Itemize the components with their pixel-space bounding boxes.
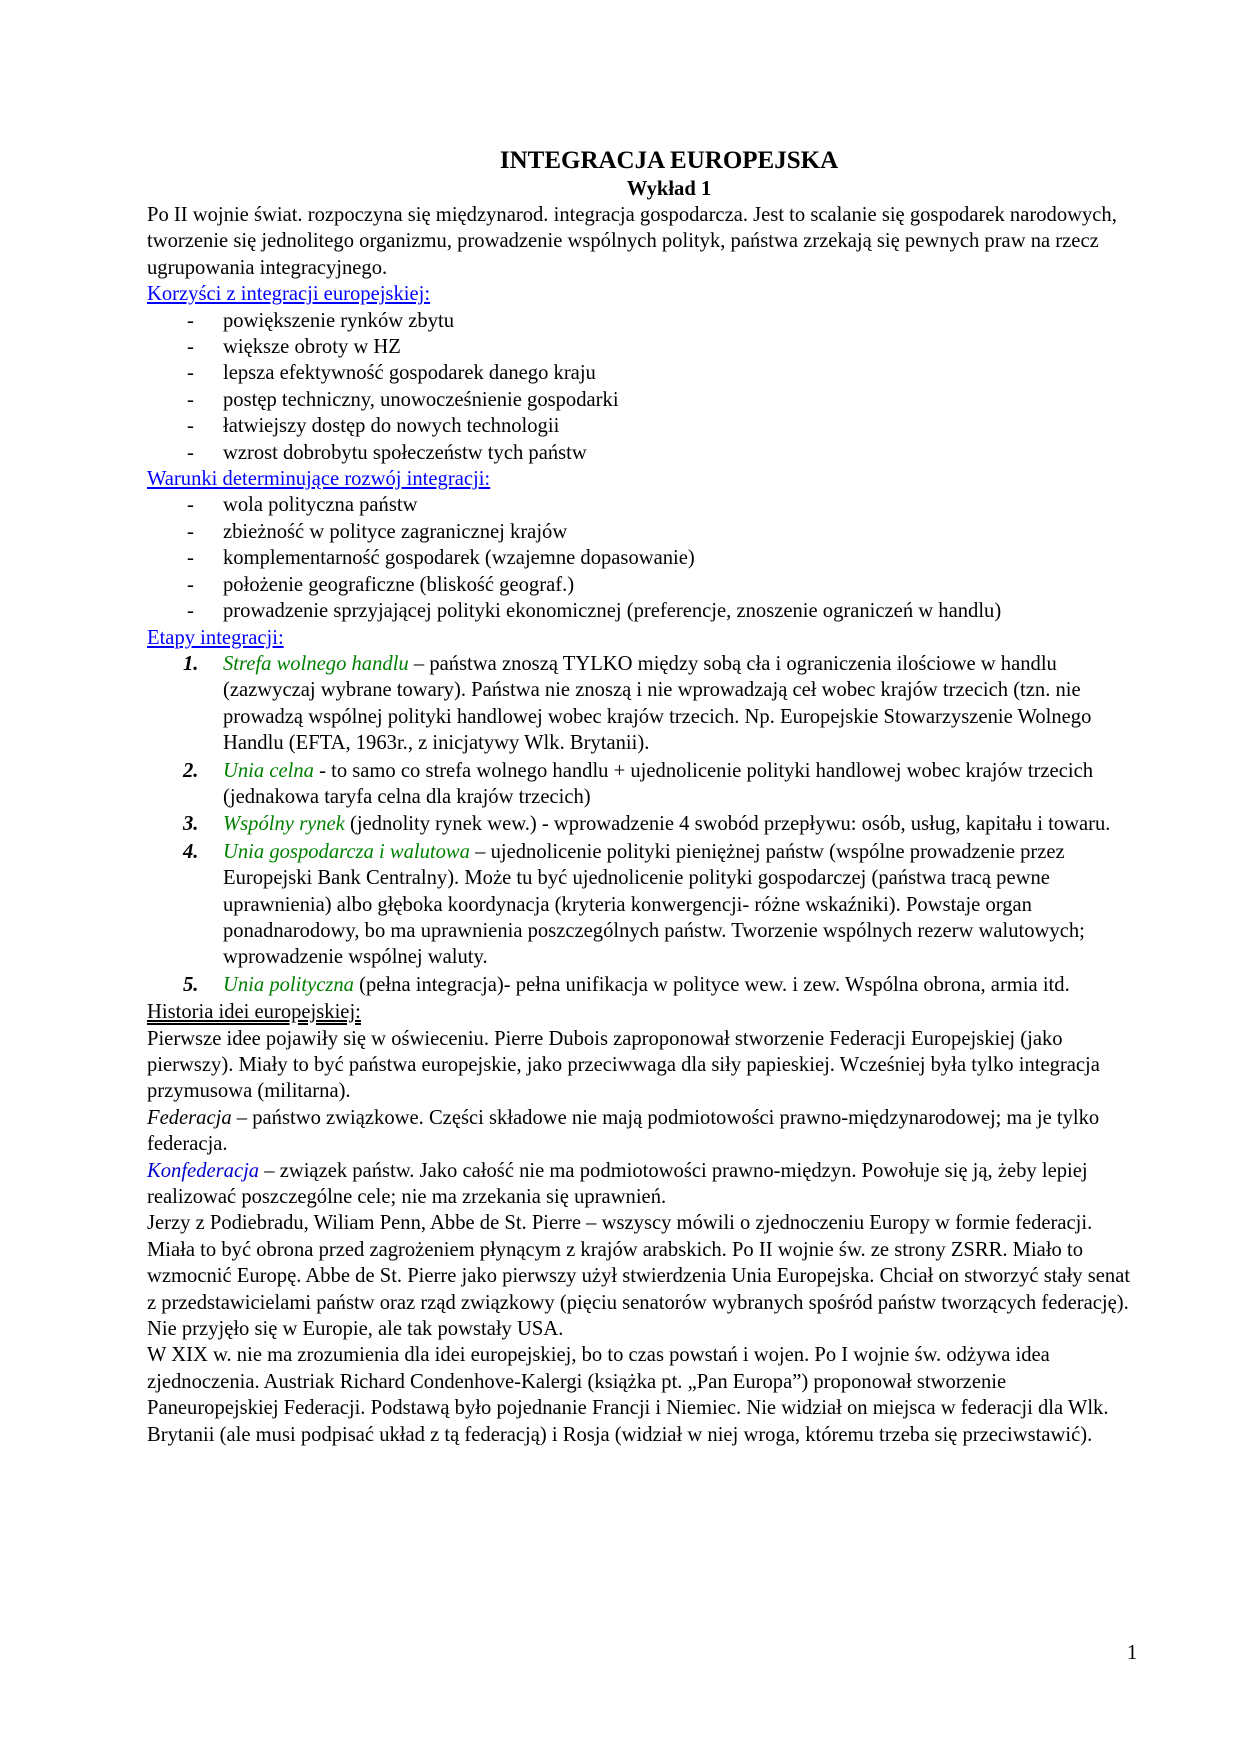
federation-definition: Federacja – państwo związkowe. Części składowe nie mają podmiotowości prawno-międzynarodowej; ma je tylko federacja. xyxy=(147,1106,1100,1156)
history-paragraph-1: Pierwsze idee pojawiły się w oświeceniu. Pierre Dubois zaproponował stworzenie Federacji Europejskiej (jako pierwszy). Miały to być państwa europejskie, jako przeciwwaga dla siły papieskiej. Wcześniej była tylko integracja przymusowa (militarna). xyxy=(147,1027,1100,1103)
dash-bullet: - xyxy=(187,415,194,438)
dash-bullet: - xyxy=(187,336,194,359)
stage-item: 5. Unia polityczna (pełna integracja)- pełna unifikacja w polityce wew. i zew. Wspólna obrona, armia itd. xyxy=(147,972,1137,998)
dash-bullet: - xyxy=(187,573,194,596)
list-item: - łatwiejszy dostęp do nowych technologii xyxy=(147,413,1137,439)
dash-bullet: - xyxy=(187,309,194,332)
confederation-term: Konfederacja xyxy=(147,1159,260,1182)
stages-heading-link[interactable]: Etapy integracji: xyxy=(147,626,284,649)
page-number: 1 xyxy=(1127,1642,1138,1664)
list-item: - wola polityczna państw xyxy=(147,492,1137,518)
dash-bullet: - xyxy=(187,441,194,464)
history-paragraph-2: Jerzy z Podiebradu, Wiliam Penn, Abbe de St. Pierre – wszyscy mówili o zjednoczeniu Europy w formie federacji. Miała to być obrona przed zagrożeniem płynącym z krajów arabskich. Po II wojnie św. ze strony ZSRR. Miało to wzmocnić Europę. Abbe de St. Pierre jako pierwszy użył stwierdzenia Unia Europejska. Chciał on stworzyć stały senat z przedstawicielami państw oraz rząd związkowy (pięciu senatorów wybranych spośród państw tworzących federację). Nie przyjęło się w Europie, ale tak powstały USA. xyxy=(147,1212,1131,1341)
list-item: - komplementarność gospodarek (wzajemne dopasowanie) xyxy=(147,545,1137,571)
stage-number: 1. xyxy=(183,652,199,675)
stage-number: 5. xyxy=(183,973,199,996)
stage-item: 2. Unia celna - to samo co strefa wolnego handlu + ujednolicenie polityki handlowej wobec krajów trzecich (jednakowa taryfa celna dla krajów trzecich) xyxy=(183,759,1094,808)
stage-term: Strefa wolnego handlu xyxy=(223,652,409,675)
conditions-list xyxy=(147,492,1137,624)
dash-bullet: - xyxy=(187,600,194,623)
confederation-definition: Konfederacja – związek państw. Jako całość nie ma podmiotowości prawno-międzyn. Powołuje się ją, żeby lepiej realizować poszczególne cele; nie ma zrzekania się uprawnień. xyxy=(147,1159,1088,1209)
list-item: - lepsza efektywność gospodarek danego kraju xyxy=(147,360,1137,386)
list-item: - powiększenie rynków zbytu xyxy=(147,308,1137,334)
dash-bullet: - xyxy=(187,520,194,543)
stage-item: 3. Wspólny rynek (jednolity rynek wew.) - wprowadzenie 4 swobód przepływu: osób, usług, kapitału i towaru. xyxy=(147,811,1137,837)
history-paragraph-3: W XIX w. nie ma zrozumienia dla idei europejskiej, bo to czas powstań i wojen. Po I wojnie św. odżywa idea zjednoczenia. Austriak Richard Condenhove-Kalergi (książka pt. „Pan Europa”) proponował stworzenie Paneuropejskiej Federacji. Podstawą było pojednanie Francji i Niemiec. Nie widział on miejsca w federacji dla Wlk. Brytanii (ale musi podpisać układ z tą federacją) i Rosja (widział w niej wroga, któremu trzeba się przeciwstawić). xyxy=(147,1344,1109,1446)
stage-item: 4. Unia gospodarcza i walutowa – ujednolicenie polityki pieniężnej państw (wspólne prowadzenie przez Europejski Bank Centralny). Może tu być ujednolicenie polityki gospodarczej (państwa tracą pewne uprawnienia) albo głęboka koordynacja (kryteria konwergencji- różne wskaźniki). Powstaje organ ponadnarodowy, bo ma uprawnienia poszczególnych państw. Tworzenie wspólnych rezerw walutowych; wprowadzenie wspólnej waluty. xyxy=(183,840,1085,969)
federation-term: Federacja xyxy=(147,1106,232,1129)
stage-term: Unia celna xyxy=(223,759,314,782)
stages-list xyxy=(147,651,1137,998)
document-title: INTEGRACJA EUROPEJSKA xyxy=(499,147,839,174)
dash-bullet: - xyxy=(187,547,194,570)
stage-number: 4. xyxy=(183,840,199,863)
dash-bullet: - xyxy=(187,362,194,385)
stage-term: Unia polityczna xyxy=(223,973,354,996)
stage-item: 1. Strefa wolnego handlu – państwa znoszą TYLKO między sobą cła i ograniczenia ilościowe w handlu (zazwyczaj wybrane towary). Państwa nie znoszą i nie wprowadzają ceł wobec krajów trzecich (tzn. nie prowadzą wspólnej polityki handlowej wobec krajów trzecich. Np. Europejskie Stowarzyszenie Wolnego Handlu (EFTA, 1963r., z inicjatywy Wlk. Brytanii). xyxy=(183,652,1092,755)
list-item: - postęp techniczny, unowocześnienie gospodarki xyxy=(147,387,1137,413)
list-item: - prowadzenie sprzyjającej polityki ekonomicznej (preferencje, znoszenie ograniczeń w handlu) xyxy=(147,598,1137,624)
intro-paragraph: Po II wojnie świat. rozpoczyna się międzynarod. integracja gospodarcza. Jest to scalanie się gospodarek narodowych, tworzenie się jednolitego organizmu, prowadzenie wspólnych polityk, państwa zrzekają się pewnych praw na rzecz ugrupowania integracyjnego. xyxy=(147,204,1117,279)
list-item: - wzrost dobrobytu społeczeństw tych państw xyxy=(147,440,1137,466)
benefits-list xyxy=(147,308,1137,466)
conditions-heading-link[interactable]: Warunki determinujące rozwój integracji: xyxy=(147,468,491,491)
stage-number: 2. xyxy=(183,759,199,782)
stage-term: Unia gospodarcza i walutowa xyxy=(223,840,470,863)
dash-bullet: - xyxy=(187,494,194,517)
list-item: - zbieżność w polityce zagranicznej krajów xyxy=(147,519,1137,545)
history-heading: Historia idei europejskiej: xyxy=(147,1001,361,1024)
benefits-heading-link[interactable]: Korzyści z integracji europejskiej: xyxy=(147,283,431,306)
dash-bullet: - xyxy=(187,388,194,411)
list-item: - większe obroty w HZ xyxy=(147,334,1137,360)
list-item: - położenie geograficzne (bliskość geograf.) xyxy=(147,572,1137,598)
document-page xyxy=(147,146,1137,1448)
stage-number: 3. xyxy=(183,813,199,836)
stage-term: Wspólny rynek xyxy=(223,813,345,836)
document-subtitle: Wykład 1 xyxy=(626,178,712,200)
